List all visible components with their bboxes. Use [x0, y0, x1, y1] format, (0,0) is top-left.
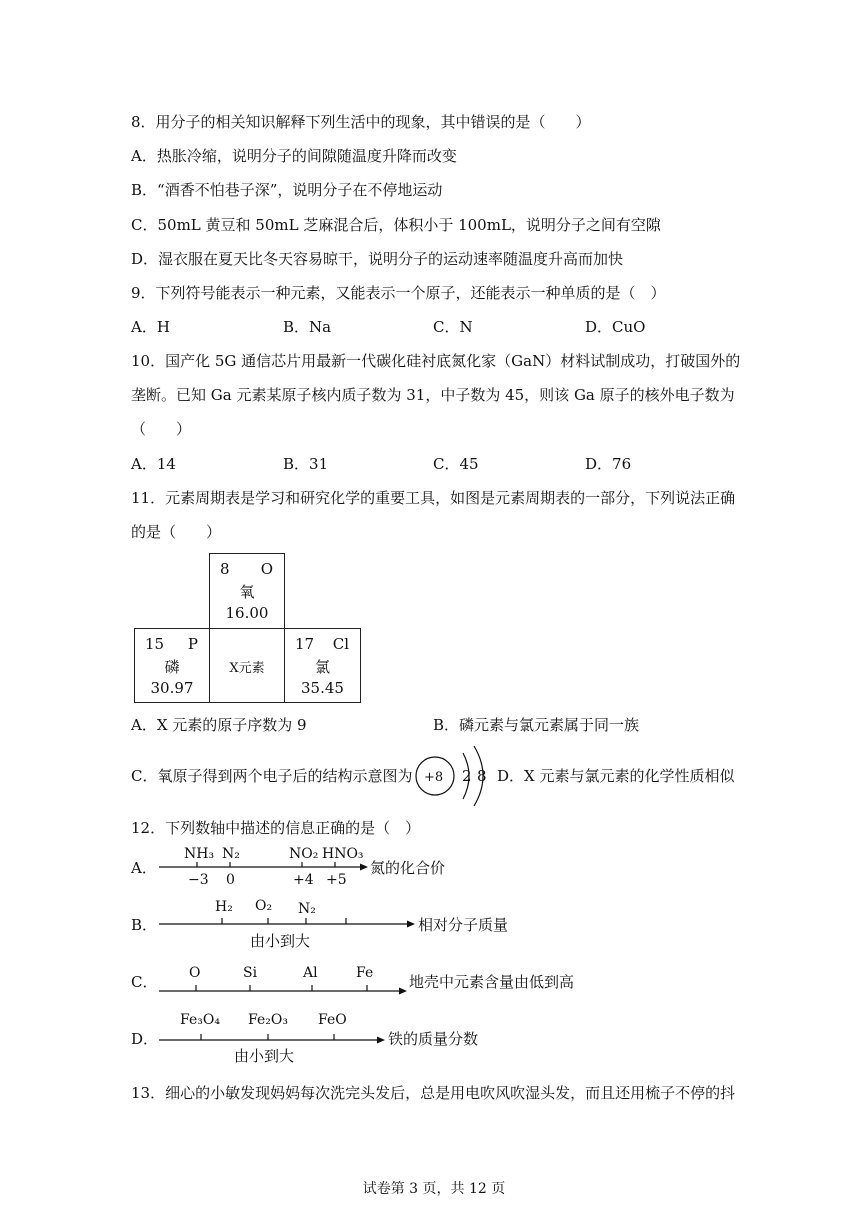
axis-a-value: +5 [326, 872, 347, 888]
q10-option-b: B．31 [283, 455, 329, 473]
q8-option-a: A．热胀冷缩，说明分子的间隙随温度升降而改变 [131, 147, 457, 165]
cell-name: 氯 [314, 658, 330, 676]
q8-stem: 8．用分子的相关知识解释下列生活中的现象，其中错误的是（ ） [131, 113, 591, 131]
axis-a-value: 0 [226, 872, 235, 888]
q9-stem: 9．下列符号能表示一种元素，又能表示一个原子，还能表示一种单质的是（ ） [131, 284, 666, 302]
q12-option-d-letter: D． [131, 1030, 159, 1048]
cell-mass: 30.97 [150, 679, 194, 697]
cell-mass: 35.45 [301, 679, 344, 697]
axis-b-label: 相对分子质量 [418, 916, 509, 934]
q13-line1: 13．细心的小敏发现妈妈每次洗完头发后，总是用电吹风吹湿头发，而且还用梳子不停的抖 [131, 1084, 736, 1102]
q10-line3: （ ） [131, 420, 192, 438]
q8-option-d: D．湿衣服在夏天比冬天容易晾干，说明分子的运动速率随温度升高而加快 [131, 250, 624, 268]
axis-a-item: NO₂ [289, 846, 319, 862]
q8-option-b: B．“酒香不怕巷子深”，说明分子在不停地运动 [131, 181, 443, 199]
cell-label: X元素 [229, 661, 265, 676]
axis-d-item: Fe₂O₃ [248, 1012, 288, 1028]
cell-symbol: O [260, 560, 273, 578]
q8-option-c: C．50mL 黄豆和 50mL 芝麻混合后，体积小于 100mL，说明分子之间有空隙 [131, 216, 661, 234]
axis-a-item: HNO₃ [322, 846, 364, 862]
q9-option-c: C．N [433, 318, 473, 336]
q10-option-d: D．76 [585, 455, 632, 473]
axis-a-value: +4 [293, 872, 314, 888]
q11-option-d: D．X 元素与氯元素的化学性质相似 [497, 767, 735, 785]
atom-shell-2: 8 [477, 767, 487, 785]
axis-b-sub: 由小到大 [250, 932, 311, 950]
cell-number: 17 [295, 635, 315, 653]
cell-number: 15 [145, 635, 165, 653]
axis-d-label: 铁的质量分数 [388, 1030, 479, 1048]
axis-c-item: Si [243, 965, 258, 981]
cell-number: 8 [220, 560, 230, 578]
axis-a-item: NH₃ [184, 846, 215, 862]
q10-line2: 垄断。已知 Ga 元素某原子核内质子数为 31，中子数为 45，则该 Ga 原子的核外电子数为 [131, 386, 735, 404]
axis-d-item: FeO [318, 1012, 347, 1028]
axis-c-label: 地壳中元素含量由低到高 [409, 973, 575, 991]
atom-shell-1: 2 [462, 767, 472, 785]
q9-option-b: B．Na [283, 318, 332, 336]
axis-c-item: O [189, 965, 201, 981]
axis-a-label: 氮的化合价 [370, 859, 446, 877]
page-footer: 试卷第 3 页，共 12 页 [362, 1181, 506, 1197]
cell-name: 氧 [239, 583, 255, 601]
cell-symbol: Cl [332, 635, 349, 653]
q11-line2: 的是（ ） [131, 523, 222, 541]
axis-d-item: Fe₃O₄ [180, 1012, 220, 1028]
axis-c-item: Al [303, 965, 318, 981]
q12-option-b-letter: B． [131, 916, 158, 934]
q11-option-a: A．X 元素的原子序数为 9 [131, 716, 307, 734]
axis-c-item: Fe [356, 965, 374, 981]
q9-option-a: A．H [131, 318, 170, 336]
cell-symbol: P [187, 635, 198, 653]
atom-nucleus: +8 [424, 770, 444, 785]
q12-stem: 12．下列数轴中描述的信息正确的是（ ） [131, 819, 421, 837]
q12-option-a-letter: A． [131, 859, 157, 877]
q11-line1: 11．元素周期表是学习和研究化学的重要工具，如图是元素周期表的一部分，下列说法正确 [131, 489, 736, 507]
q10-line1: 10．国产化 5G 通信芯片用最新一代碳化硅衬底氮化家（GaN）材料试制成功，打破国外的 [131, 352, 741, 370]
q10-option-c: C．45 [433, 455, 479, 473]
q11-option-c: C．氧原子得到两个电子后的结构示意图为 [131, 767, 413, 785]
q9-option-d: D．CuO [585, 318, 646, 336]
q11-option-b: B．磷元素与氯元素属于同一族 [433, 716, 640, 734]
q12-option-c-letter: C． [131, 973, 158, 991]
cell-mass: 16.00 [225, 604, 269, 622]
q10-option-a: A．14 [131, 455, 176, 473]
axis-b-item: O₂ [255, 898, 273, 914]
axis-a-value: −3 [188, 872, 209, 888]
axis-d-sub: 由小到大 [234, 1047, 295, 1065]
axis-b-item: H₂ [215, 899, 233, 915]
axis-a-item: N₂ [222, 846, 240, 862]
cell-name: 磷 [164, 658, 180, 676]
axis-b-item: N₂ [298, 901, 316, 917]
